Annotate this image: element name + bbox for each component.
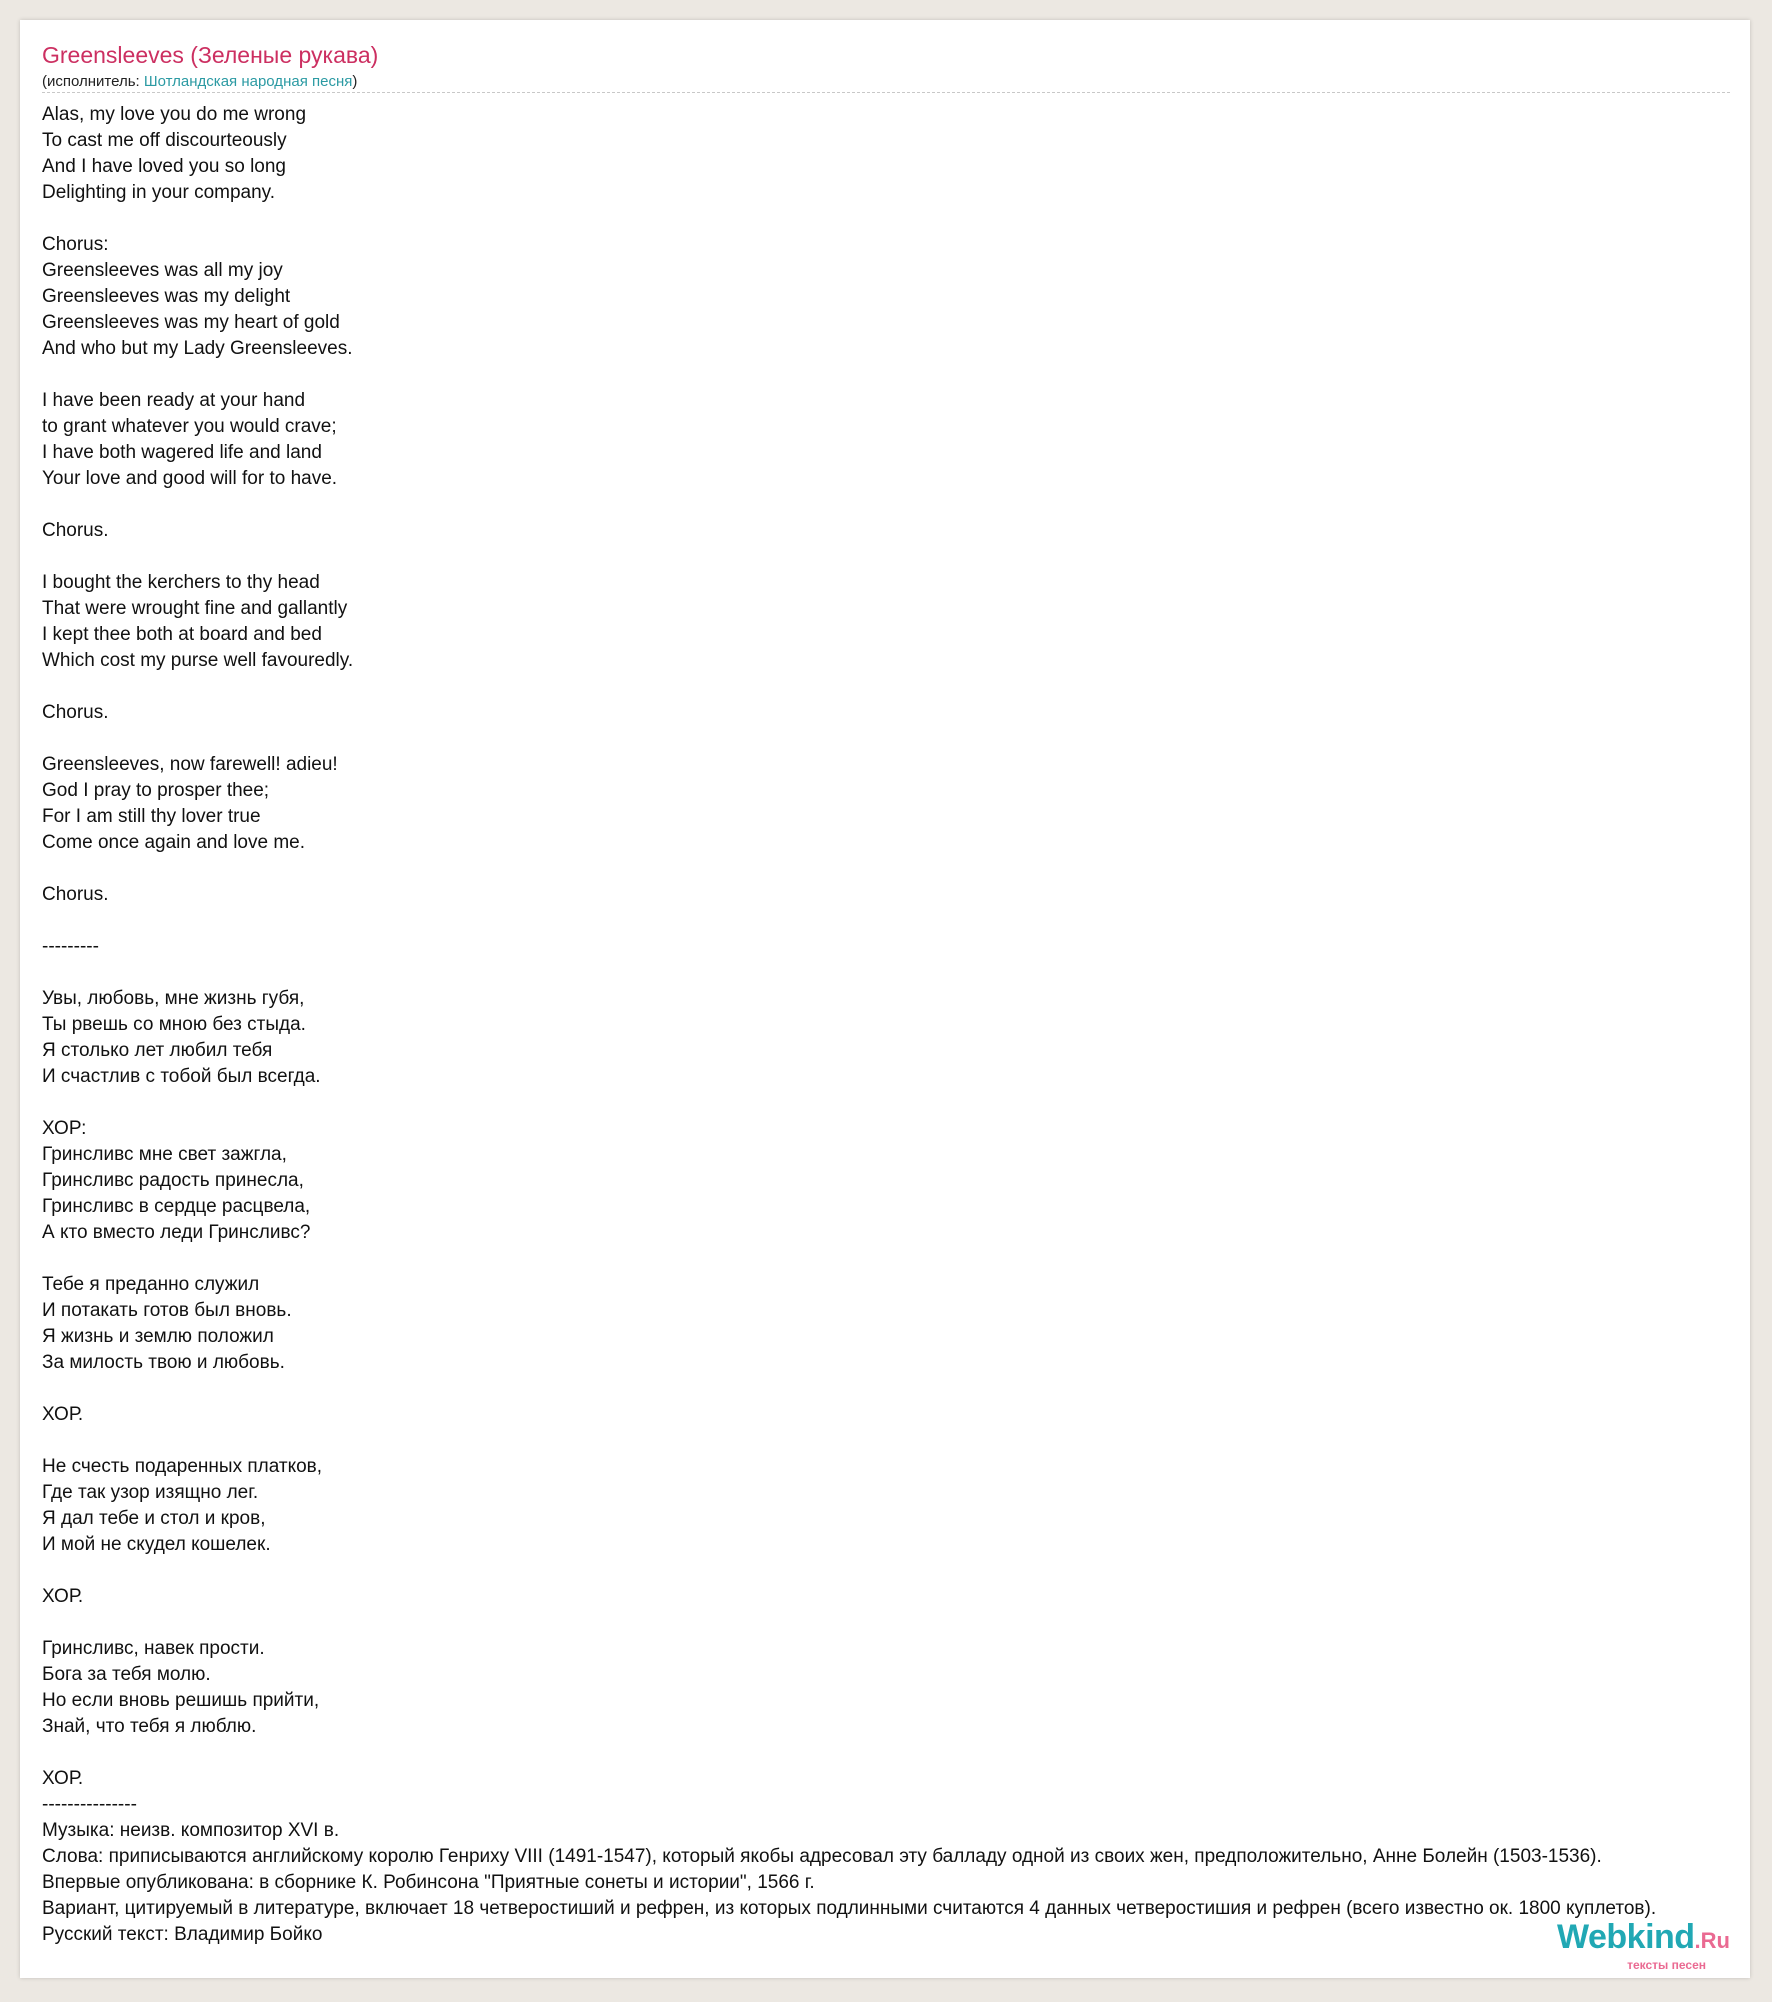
lyrics-page [20, 20, 1750, 1978]
lyric-line: Гринсливс в сердце расцвела, [42, 1196, 311, 1217]
lyric-line: ХОР. [42, 1404, 84, 1425]
lyric-line: Гринсливс радость принесла, [42, 1170, 304, 1191]
song-notes [42, 1792, 1750, 1948]
lyric-line [42, 1610, 1742, 1636]
title-divider [42, 92, 1730, 93]
lyric-line: Не счесть подаренных платков, [42, 1456, 323, 1477]
lyric-line: А кто вместо леди Гринсливс? [42, 1222, 311, 1243]
lyric-line: I kept thee both at board and bed [42, 624, 322, 645]
lyric-line: ХОР. [42, 1768, 84, 1789]
lyric-line: Come once again and love me. [42, 832, 305, 853]
lyric-line: I have been ready at your hand [42, 390, 306, 411]
lyric-line [42, 674, 1742, 700]
lyric-line [42, 726, 1742, 752]
lyric-line: И потакать готов был вновь. [42, 1300, 292, 1321]
lyric-line: За милость твою и любовь. [42, 1352, 285, 1373]
lyric-line: That were wrought fine and gallantly [42, 598, 348, 619]
watermark-tagline: тексты песен [1627, 1958, 1706, 1972]
lyric-line: Гринсливс мне свет зажгла, [42, 1144, 287, 1165]
lyric-line [42, 1428, 1742, 1454]
performer-prefix: (исполнитель: [42, 73, 144, 90]
lyric-line: Alas, my love you do me wrong [42, 104, 307, 125]
lyric-line: Chorus. [42, 884, 109, 905]
lyric-line: For I am still thy lover true [42, 806, 261, 827]
lyric-line: Chorus. [42, 520, 109, 541]
lyric-line: Гринсливс, навек прости. [42, 1638, 265, 1659]
lyric-line: Which cost my purse well favouredly. [42, 650, 354, 671]
lyric-line: И мой не скудел кошелек. [42, 1534, 271, 1555]
lyric-line: Delighting in your company. [42, 182, 276, 203]
lyric-line: Где так узор изящно лег. [42, 1482, 259, 1503]
lyric-line: I have both wagered life and land [42, 442, 322, 463]
lyric-line: Greensleeves was my delight [42, 286, 291, 307]
lyric-line [42, 960, 1742, 986]
note-line: Русский текст: Владимир Бойко [42, 1924, 323, 1945]
lyric-line: Увы, любовь, мне жизнь губя, [42, 988, 305, 1009]
lyric-line: Greensleeves was all my joy [42, 260, 283, 281]
lyric-line: Я столько лет любил тебя [42, 1040, 273, 1061]
lyric-line: God I pray to prosper thee; [42, 780, 270, 801]
performer-suffix: ) [352, 73, 358, 90]
note-line: Впервые опубликована: в сборнике К. Робинсона "Приятные сонеты и истории", 1566 г. [42, 1872, 815, 1893]
song-title: Greensleeves (Зеленые рукава) [42, 42, 379, 68]
lyric-line: ХОР: [42, 1118, 87, 1139]
note-line: Музыка: неизв. композитор XVI в. [42, 1820, 340, 1841]
lyric-line [42, 1376, 1742, 1402]
lyric-line: --------- [42, 936, 99, 957]
note-line: Вариант, цитируемый в литературе, включает 18 четверостиший и рефрен, из которых подлинными считаются 4 данных четверостишия и рефрен (всего известно ок. 1800 куплетов). [42, 1898, 1657, 1919]
watermark-brand: Webkind [1557, 1918, 1695, 1956]
performer-link[interactable]: Шотландская народная песня [143, 73, 353, 90]
lyric-line: To cast me off discourteously [42, 130, 287, 151]
lyric-line: And I have loved you so long [42, 156, 287, 177]
lyric-line [42, 1740, 1742, 1766]
lyric-line: Но если вновь решишь прийти, [42, 1690, 320, 1711]
lyric-line: Greensleeves was my heart of gold [42, 312, 340, 333]
lyric-line [42, 362, 1742, 388]
lyrics-text [42, 102, 1742, 1792]
note-line: --------------- [42, 1794, 137, 1815]
lyric-line [42, 1090, 1742, 1116]
lyric-line [42, 492, 1742, 518]
lyric-line: Greensleeves, now farewell! adieu! [42, 754, 338, 775]
lyric-line: Chorus. [42, 702, 109, 723]
lyric-line [42, 1558, 1742, 1584]
lyric-line [42, 1246, 1742, 1272]
lyric-line: Chorus: [42, 234, 109, 255]
lyric-line: Знай, что тебя я люблю. [42, 1716, 257, 1737]
lyric-line [42, 856, 1742, 882]
lyric-line: ХОР. [42, 1586, 84, 1607]
lyric-line: I bought the kerchers to thy head [42, 572, 320, 593]
site-watermark [1520, 1918, 1730, 1972]
lyric-line: Я дал тебе и стол и кров, [42, 1508, 266, 1529]
lyric-line: Your love and good will for to have. [42, 468, 338, 489]
performer-line [42, 73, 357, 90]
lyric-line: to grant whatever you would crave; [42, 416, 337, 437]
lyric-line [42, 206, 1742, 232]
lyric-line: И счастлив с тобой был всегда. [42, 1066, 321, 1087]
lyric-line: Бога за тебя молю. [42, 1664, 211, 1685]
lyric-line: And who but my Lady Greensleeves. [42, 338, 353, 359]
lyric-line [42, 908, 1742, 934]
lyric-line: Я жизнь и землю положил [42, 1326, 274, 1347]
watermark-tld: .Ru [1694, 1928, 1730, 1953]
lyric-line: Ты рвешь со мною без стыда. [42, 1014, 306, 1035]
lyric-line: Тебе я преданно служил [42, 1274, 260, 1295]
lyric-line [42, 544, 1742, 570]
note-line: Слова: приписываются английскому королю Генриху VIII (1491-1547), который якобы адресовал эту балладу одной из своих жен, предположительно, Анне Болейн (1503-1536). [42, 1846, 1602, 1867]
